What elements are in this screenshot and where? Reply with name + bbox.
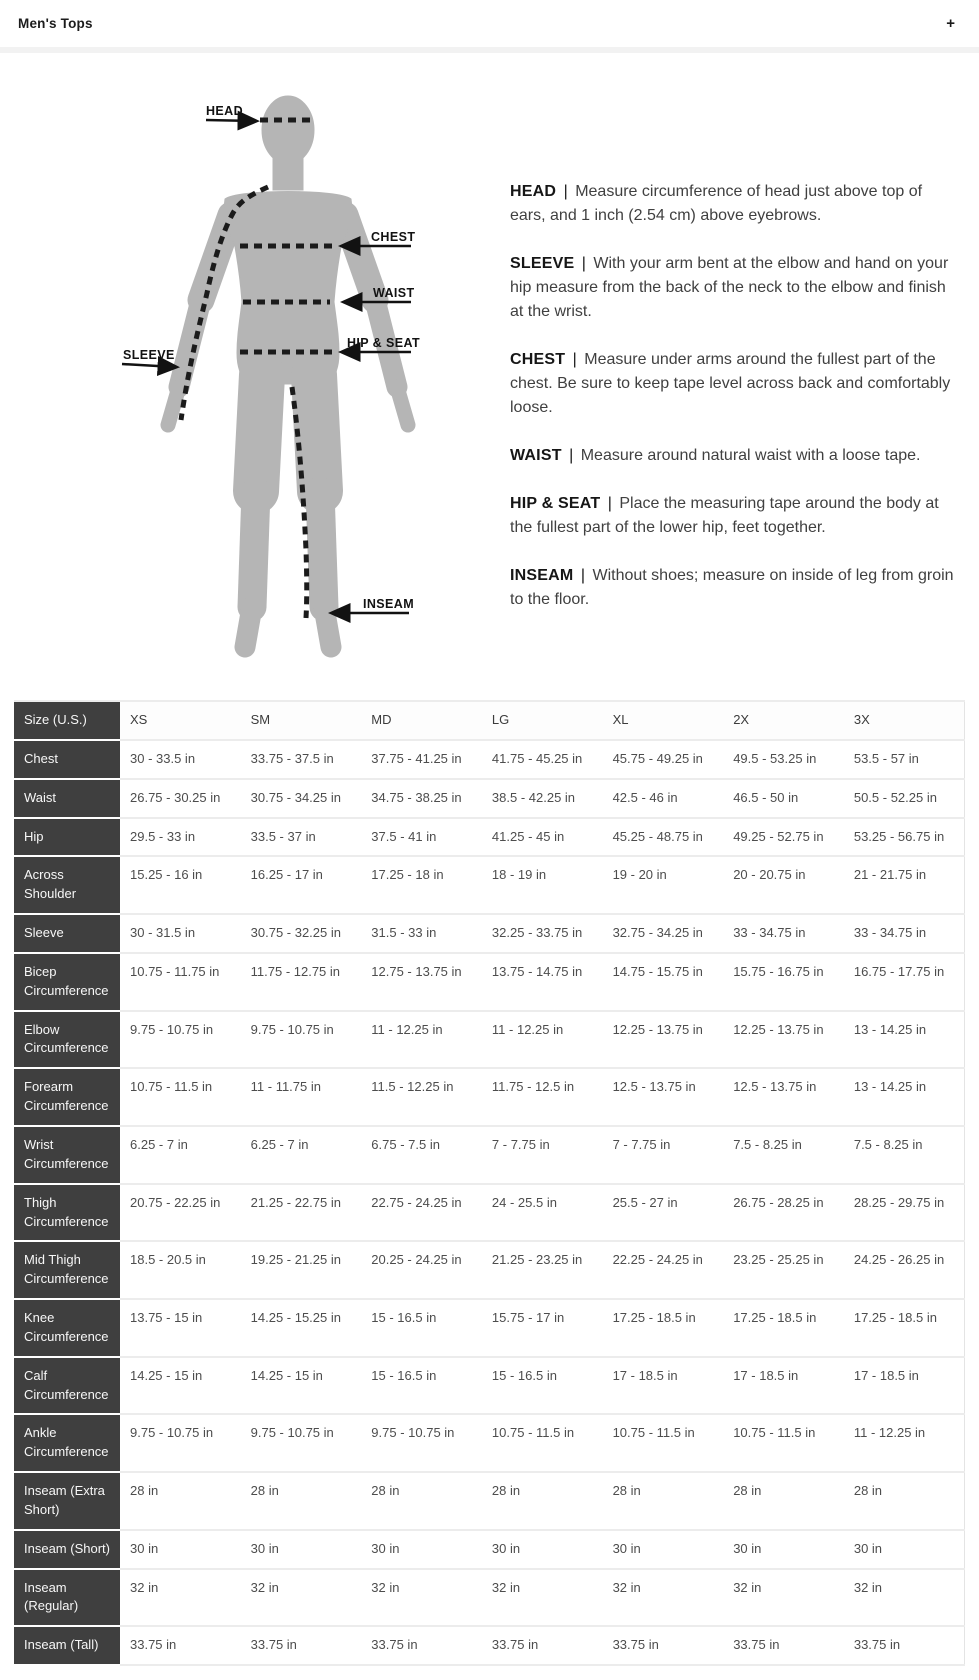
measurement-value: 10.75 - 11.75 in — [120, 953, 241, 1011]
measurement-value: 9.75 - 10.75 in — [241, 1011, 362, 1069]
measurement-row — [14, 856, 965, 914]
measurement-value: 11 - 11.75 in — [241, 1068, 362, 1126]
instruction-separator: | — [564, 447, 578, 464]
measurement-value: 14.25 - 15.25 in — [241, 1299, 362, 1357]
measurement-value: 19 - 20 in — [603, 856, 724, 914]
size-chart-body — [14, 740, 965, 1665]
measurement-value: 11 - 12.25 in — [482, 1011, 603, 1069]
measurement-row-label: Knee Circumference — [14, 1299, 120, 1357]
measurement-value: 30 in — [241, 1530, 362, 1569]
measurement-value: 28 in — [844, 1472, 965, 1530]
measurement-guide-section — [0, 53, 979, 700]
measurement-row — [14, 1184, 965, 1242]
measurement-value: 10.75 - 11.5 in — [482, 1414, 603, 1472]
measurement-value: 32 in — [120, 1569, 241, 1627]
measurement-value: 28 in — [603, 1472, 724, 1530]
measurement-value: 22.25 - 24.25 in — [603, 1241, 724, 1299]
measurement-value: 7.5 - 8.25 in — [723, 1126, 844, 1184]
measurement-row-label: Chest — [14, 740, 120, 779]
measurement-value: 53.5 - 57 in — [844, 740, 965, 779]
measurement-value: 34.75 - 38.25 in — [361, 779, 482, 818]
waist-label: WAIST — [373, 286, 415, 300]
measurement-value: 11 - 12.25 in — [844, 1414, 965, 1472]
size-column-header: MD — [361, 701, 482, 740]
measurement-value: 28 in — [482, 1472, 603, 1530]
instruction-text: Measure circumference of head just above top of ears, and 1 inch (2.54 cm) above eyebrows. — [510, 183, 923, 224]
measurement-value: 25.5 - 27 in — [603, 1184, 724, 1242]
measurement-value: 32 in — [723, 1569, 844, 1627]
instruction-term: WAIST — [510, 447, 562, 464]
measurement-value: 33.5 - 37 in — [241, 818, 362, 857]
measurement-row-label: Bicep Circumference — [14, 953, 120, 1011]
measurement-value: 17 - 18.5 in — [844, 1357, 965, 1415]
sleeve-label: SLEEVE — [123, 348, 175, 362]
measurement-value: 20 - 20.75 in — [723, 856, 844, 914]
measurement-value: 33.75 in — [361, 1626, 482, 1665]
size-column-header: XL — [603, 701, 724, 740]
measurement-value: 30.75 - 34.25 in — [241, 779, 362, 818]
measurement-value: 24 - 25.5 in — [482, 1184, 603, 1242]
instruction-text: Measure under arms around the fullest part of the chest. Be sure to keep tape level across back and comfortably loose. — [510, 351, 951, 416]
measurement-value: 31.5 - 33 in — [361, 914, 482, 953]
measurement-value: 9.75 - 10.75 in — [361, 1414, 482, 1472]
measurement-value: 13.75 - 14.75 in — [482, 953, 603, 1011]
measurement-value: 28 in — [120, 1472, 241, 1530]
measurement-row — [14, 1472, 965, 1530]
measure-instruction — [510, 252, 960, 324]
measurement-row — [14, 953, 965, 1011]
measurement-value: 21.25 - 22.75 in — [241, 1184, 362, 1242]
measure-instruction — [510, 180, 960, 228]
measurement-value: 11 - 12.25 in — [361, 1011, 482, 1069]
measurement-value: 32 in — [241, 1569, 362, 1627]
measurement-row-label: Sleeve — [14, 914, 120, 953]
measurement-value: 41.25 - 45 in — [482, 818, 603, 857]
measurement-value: 18 - 19 in — [482, 856, 603, 914]
measurement-value: 30 in — [844, 1530, 965, 1569]
measurement-value: 13 - 14.25 in — [844, 1011, 965, 1069]
measurement-value: 37.5 - 41 in — [361, 818, 482, 857]
measurement-row-label: Inseam (Extra Short) — [14, 1472, 120, 1530]
measurement-row — [14, 1068, 965, 1126]
size-corner-label: Size (U.S.) — [14, 701, 120, 740]
size-chart-section — [14, 700, 965, 1666]
page-title: Men's Tops — [18, 16, 93, 31]
measure-instruction — [510, 492, 960, 540]
measure-instruction — [510, 444, 960, 468]
measurement-row-label: Wrist Circumference — [14, 1126, 120, 1184]
measurement-value: 20.75 - 22.25 in — [120, 1184, 241, 1242]
measurement-value: 49.5 - 53.25 in — [723, 740, 844, 779]
measurement-value: 33.75 in — [482, 1626, 603, 1665]
measurement-value: 26.75 - 30.25 in — [120, 779, 241, 818]
measurement-value: 32.75 - 34.25 in — [603, 914, 724, 953]
measurement-value: 12.25 - 13.75 in — [603, 1011, 724, 1069]
measurement-value: 28 in — [241, 1472, 362, 1530]
measurement-value: 10.75 - 11.5 in — [120, 1068, 241, 1126]
measurement-value: 26.75 - 28.25 in — [723, 1184, 844, 1242]
measurement-value: 45.75 - 49.25 in — [603, 740, 724, 779]
measurement-value: 18.5 - 20.5 in — [120, 1241, 241, 1299]
measurement-value: 33.75 in — [723, 1626, 844, 1665]
measurement-value: 15 - 16.5 in — [361, 1299, 482, 1357]
instruction-term: CHEST — [510, 351, 566, 368]
measurement-value: 13 - 14.25 in — [844, 1068, 965, 1126]
instruction-term: HIP & SEAT — [510, 495, 601, 512]
measurement-row — [14, 779, 965, 818]
measurement-value: 16.25 - 17 in — [241, 856, 362, 914]
size-chart-header-bar — [0, 0, 979, 47]
instruction-term: SLEEVE — [510, 255, 575, 272]
measurement-value: 33.75 - 37.5 in — [241, 740, 362, 779]
measurement-value: 37.75 - 41.25 in — [361, 740, 482, 779]
measurement-value: 30 - 33.5 in — [120, 740, 241, 779]
instruction-text: Place the measuring tape around the body at the fullest part of the lower hip, feet together. — [510, 495, 939, 536]
measurement-row-label: Ankle Circumference — [14, 1414, 120, 1472]
measurement-row-label: Inseam (Tall) — [14, 1626, 120, 1665]
measurement-value: 21.25 - 23.25 in — [482, 1241, 603, 1299]
size-column-header: 3X — [844, 701, 965, 740]
sleeve-arrow — [122, 364, 175, 367]
measurement-value: 41.75 - 45.25 in — [482, 740, 603, 779]
measurement-value: 45.25 - 48.75 in — [603, 818, 724, 857]
measurement-value: 9.75 - 10.75 in — [120, 1011, 241, 1069]
instruction-separator: | — [576, 567, 590, 584]
measurement-value: 30 in — [482, 1530, 603, 1569]
size-column-header: LG — [482, 701, 603, 740]
size-chart-header-row — [14, 701, 965, 740]
measurement-row — [14, 1626, 965, 1665]
measurement-row — [14, 1241, 965, 1299]
measurement-value: 11.5 - 12.25 in — [361, 1068, 482, 1126]
measurement-row-label: Hip — [14, 818, 120, 857]
measurement-row — [14, 1357, 965, 1415]
measurement-value: 9.75 - 10.75 in — [120, 1414, 241, 1472]
measurement-value: 7.5 - 8.25 in — [844, 1126, 965, 1184]
measurement-value: 12.25 - 13.75 in — [723, 1011, 844, 1069]
measure-instruction — [510, 564, 960, 612]
measurement-value: 20.25 - 24.25 in — [361, 1241, 482, 1299]
instruction-term: INSEAM — [510, 567, 574, 584]
measurement-row-label: Waist — [14, 779, 120, 818]
measurement-row-label: Across Shoulder — [14, 856, 120, 914]
measurement-value: 33 - 34.75 in — [844, 914, 965, 953]
measurement-value: 30.75 - 32.25 in — [241, 914, 362, 953]
measurement-value: 17 - 18.5 in — [723, 1357, 844, 1415]
measurement-value: 33 - 34.75 in — [723, 914, 844, 953]
measurement-value: 33.75 in — [603, 1626, 724, 1665]
expand-icon[interactable]: + — [940, 12, 961, 35]
hip-seat-label: HIP & SEAT — [347, 336, 420, 350]
size-chart-table — [14, 700, 965, 1666]
size-column-header: XS — [120, 701, 241, 740]
measurement-value: 12.75 - 13.75 in — [361, 953, 482, 1011]
instruction-text: With your arm bent at the elbow and hand on your hip measure from the back of the neck to the elbow and finish at the wrist. — [510, 255, 949, 320]
measurement-row — [14, 1530, 965, 1569]
measurement-value: 32 in — [482, 1569, 603, 1627]
instruction-separator: | — [577, 255, 591, 272]
measurement-value: 33.75 in — [120, 1626, 241, 1665]
measurement-value: 14.75 - 15.75 in — [603, 953, 724, 1011]
measurement-value: 38.5 - 42.25 in — [482, 779, 603, 818]
measurement-value: 15.75 - 17 in — [482, 1299, 603, 1357]
body-measurement-diagram — [85, 75, 545, 695]
head-label: HEAD — [206, 104, 244, 118]
measurement-row-label: Inseam (Regular) — [14, 1569, 120, 1627]
instruction-separator: | — [559, 183, 573, 200]
measurement-value: 32 in — [603, 1569, 724, 1627]
measurement-value: 11.75 - 12.5 in — [482, 1068, 603, 1126]
measurement-value: 9.75 - 10.75 in — [241, 1414, 362, 1472]
chest-label: CHEST — [371, 230, 416, 244]
measurement-value: 42.5 - 46 in — [603, 779, 724, 818]
body-silhouette — [168, 96, 408, 647]
measurement-value: 30 in — [723, 1530, 844, 1569]
measure-instruction — [510, 348, 960, 420]
instruction-text: Without shoes; measure on inside of leg from groin to the floor. — [510, 567, 954, 608]
measurement-value: 28 in — [361, 1472, 482, 1530]
measurement-value: 50.5 - 52.25 in — [844, 779, 965, 818]
size-column-header: SM — [241, 701, 362, 740]
measurement-value: 32.25 - 33.75 in — [482, 914, 603, 953]
measurement-row — [14, 914, 965, 953]
measurement-value: 30 in — [120, 1530, 241, 1569]
measurement-value: 14.25 - 15 in — [241, 1357, 362, 1415]
measurement-value: 13.75 - 15 in — [120, 1299, 241, 1357]
measurement-value: 21 - 21.75 in — [844, 856, 965, 914]
measurement-value: 24.25 - 26.25 in — [844, 1241, 965, 1299]
measurement-value: 33.75 in — [241, 1626, 362, 1665]
measurement-row-label: Inseam (Short) — [14, 1530, 120, 1569]
measurement-value: 22.75 - 24.25 in — [361, 1184, 482, 1242]
measurement-row — [14, 1011, 965, 1069]
measurement-value: 17.25 - 18.5 in — [844, 1299, 965, 1357]
measurement-value: 28 in — [723, 1472, 844, 1530]
head-arrow — [206, 120, 255, 121]
measurement-value: 33.75 in — [844, 1626, 965, 1665]
measurement-value: 12.5 - 13.75 in — [723, 1068, 844, 1126]
measurement-value: 17.25 - 18.5 in — [603, 1299, 724, 1357]
measurement-row-label: Forearm Circumference — [14, 1068, 120, 1126]
measurement-row-label: Elbow Circumference — [14, 1011, 120, 1069]
measurement-value: 6.75 - 7.5 in — [361, 1126, 482, 1184]
measurement-value: 49.25 - 52.75 in — [723, 818, 844, 857]
measurement-value: 7 - 7.75 in — [482, 1126, 603, 1184]
measurement-row-label: Mid Thigh Circumference — [14, 1241, 120, 1299]
measurement-row — [14, 740, 965, 779]
measurement-row — [14, 1569, 965, 1627]
instruction-separator: | — [568, 351, 582, 368]
measurement-value: 19.25 - 21.25 in — [241, 1241, 362, 1299]
measurement-row — [14, 1414, 965, 1472]
measurement-value: 30 - 31.5 in — [120, 914, 241, 953]
size-column-header: 2X — [723, 701, 844, 740]
measurement-value: 17.25 - 18.5 in — [723, 1299, 844, 1357]
measurement-value: 11.75 - 12.75 in — [241, 953, 362, 1011]
measurement-value: 10.75 - 11.5 in — [723, 1414, 844, 1472]
measurement-value: 17.25 - 18 in — [361, 856, 482, 914]
instruction-separator: | — [603, 495, 617, 512]
measurement-value: 15 - 16.5 in — [361, 1357, 482, 1415]
measurement-value: 6.25 - 7 in — [241, 1126, 362, 1184]
measurement-value: 12.5 - 13.75 in — [603, 1068, 724, 1126]
measurement-value: 10.75 - 11.5 in — [603, 1414, 724, 1472]
instruction-text: Measure around natural waist with a loose tape. — [580, 447, 921, 464]
measurement-value: 28.25 - 29.75 in — [844, 1184, 965, 1242]
measurement-value: 16.75 - 17.75 in — [844, 953, 965, 1011]
measurement-value: 46.5 - 50 in — [723, 779, 844, 818]
measurement-instructions — [510, 180, 960, 636]
measurement-value: 15.75 - 16.75 in — [723, 953, 844, 1011]
measurement-value: 53.25 - 56.75 in — [844, 818, 965, 857]
measurement-value: 32 in — [844, 1569, 965, 1627]
measurement-value: 29.5 - 33 in — [120, 818, 241, 857]
measurement-value: 15.25 - 16 in — [120, 856, 241, 914]
measurement-value: 30 in — [603, 1530, 724, 1569]
measurement-value: 6.25 - 7 in — [120, 1126, 241, 1184]
measurement-value: 17 - 18.5 in — [603, 1357, 724, 1415]
measurement-value: 30 in — [361, 1530, 482, 1569]
measurement-value: 32 in — [361, 1569, 482, 1627]
instruction-term: HEAD — [510, 183, 557, 200]
measurement-row-label: Thigh Circumference — [14, 1184, 120, 1242]
measurement-value: 15 - 16.5 in — [482, 1357, 603, 1415]
measurement-value: 14.25 - 15 in — [120, 1357, 241, 1415]
measurement-value: 7 - 7.75 in — [603, 1126, 724, 1184]
inseam-label: INSEAM — [363, 597, 415, 611]
measurement-row — [14, 818, 965, 857]
measurement-row — [14, 1299, 965, 1357]
measurement-row — [14, 1126, 965, 1184]
measurement-value: 23.25 - 25.25 in — [723, 1241, 844, 1299]
measurement-row-label: Calf Circumference — [14, 1357, 120, 1415]
